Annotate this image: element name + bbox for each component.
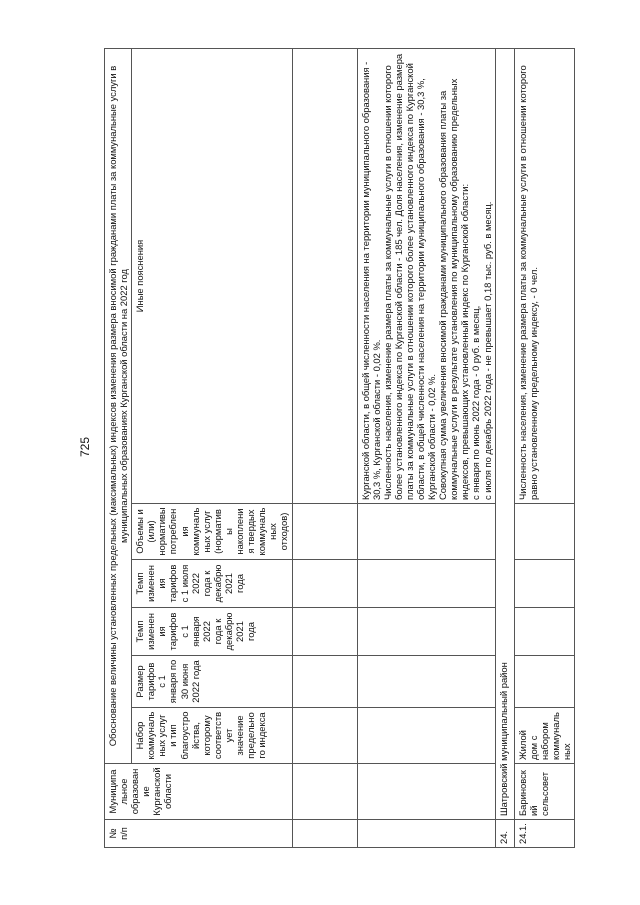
header-tempo-jul: Темп изменения тарифов с 1 июля 2022 года к декабрю 2021 года [132,560,292,608]
table-row [357,49,495,848]
row-note: Численность населения, изменение размера платы за коммунальные услуги в отношении которого равно установленному предельному индексу, - 0 чел. [514,49,574,504]
rotated-table-wrapper [104,48,604,848]
section-row [495,49,514,848]
row-tempo-jan [514,608,574,656]
header-number: № п/п [105,820,293,848]
row-note-continued: Курганской области, в общей численности населения на территории муниципального образования - 30,3 %, Курганской области - 0,02 %. Численность населения, изменение размера платы за коммунальные услуги в отношении которого более установленного индекса по Курганской области - 185 чел. Доля населения, изменение размера платы за коммунальные услуги в отношении которого более установленного индекса по Курганской области, в общей численности населения на территории муниципального образования - 30,3 %, Курганской области - 0,02 %. Совокупная сумма увеличения вносимой гражданами муниципального образования платы за коммунальные услуги в результате установления по муниципальному образованию предельных индексов, превышающих установленный индекс по Курганской области: с января по июнь 2022 года - 0 руб. в месяц, с июля по декабрь 2022 года - не превышает 0,18 тыс. руб. в месяц. [357,49,495,504]
header-municipality: Муниципальное образование Курганской области [105,764,293,820]
header-tempo-jan: Темп изменения тарифов с 1 января 2022 года к декабрю 2021 года [132,608,292,656]
header-volumes: Объемы и (или) нормативы потребления коммунальных услуг (нормативы накопления твердых коммунальных отходов) [132,504,292,560]
section-number: 24. [495,820,514,848]
table-row [514,49,574,848]
row-services: Жилой дом с набором коммунальных [514,708,574,764]
header-services: Набор коммунальных услуг и тип благоустройства, которому соответствует значение предельного индекса [132,708,292,764]
row-rate [514,656,574,708]
row-tempo-jul [514,560,574,608]
header-notes: Иные пояснения [132,49,292,504]
table-row [292,49,357,848]
row-volumes [514,504,574,560]
header-group-title: Обоснование величины установленных предельных (максимальных) индексов изменения размера вносимой гражданами платы за коммунальные услуги в муниципальных образованиях Курганской области на 2022 год [105,49,132,764]
header-rate: Размер тарифов с 1 января по 30 июня 2022 года [132,656,292,708]
page-number: 725 [78,436,92,458]
row-number: 24.1. [514,820,574,848]
section-name: Шатровский муниципальный район [495,49,514,820]
index-justification-table [104,48,575,848]
row-municipality: Бариновский сельсовет [514,764,574,820]
